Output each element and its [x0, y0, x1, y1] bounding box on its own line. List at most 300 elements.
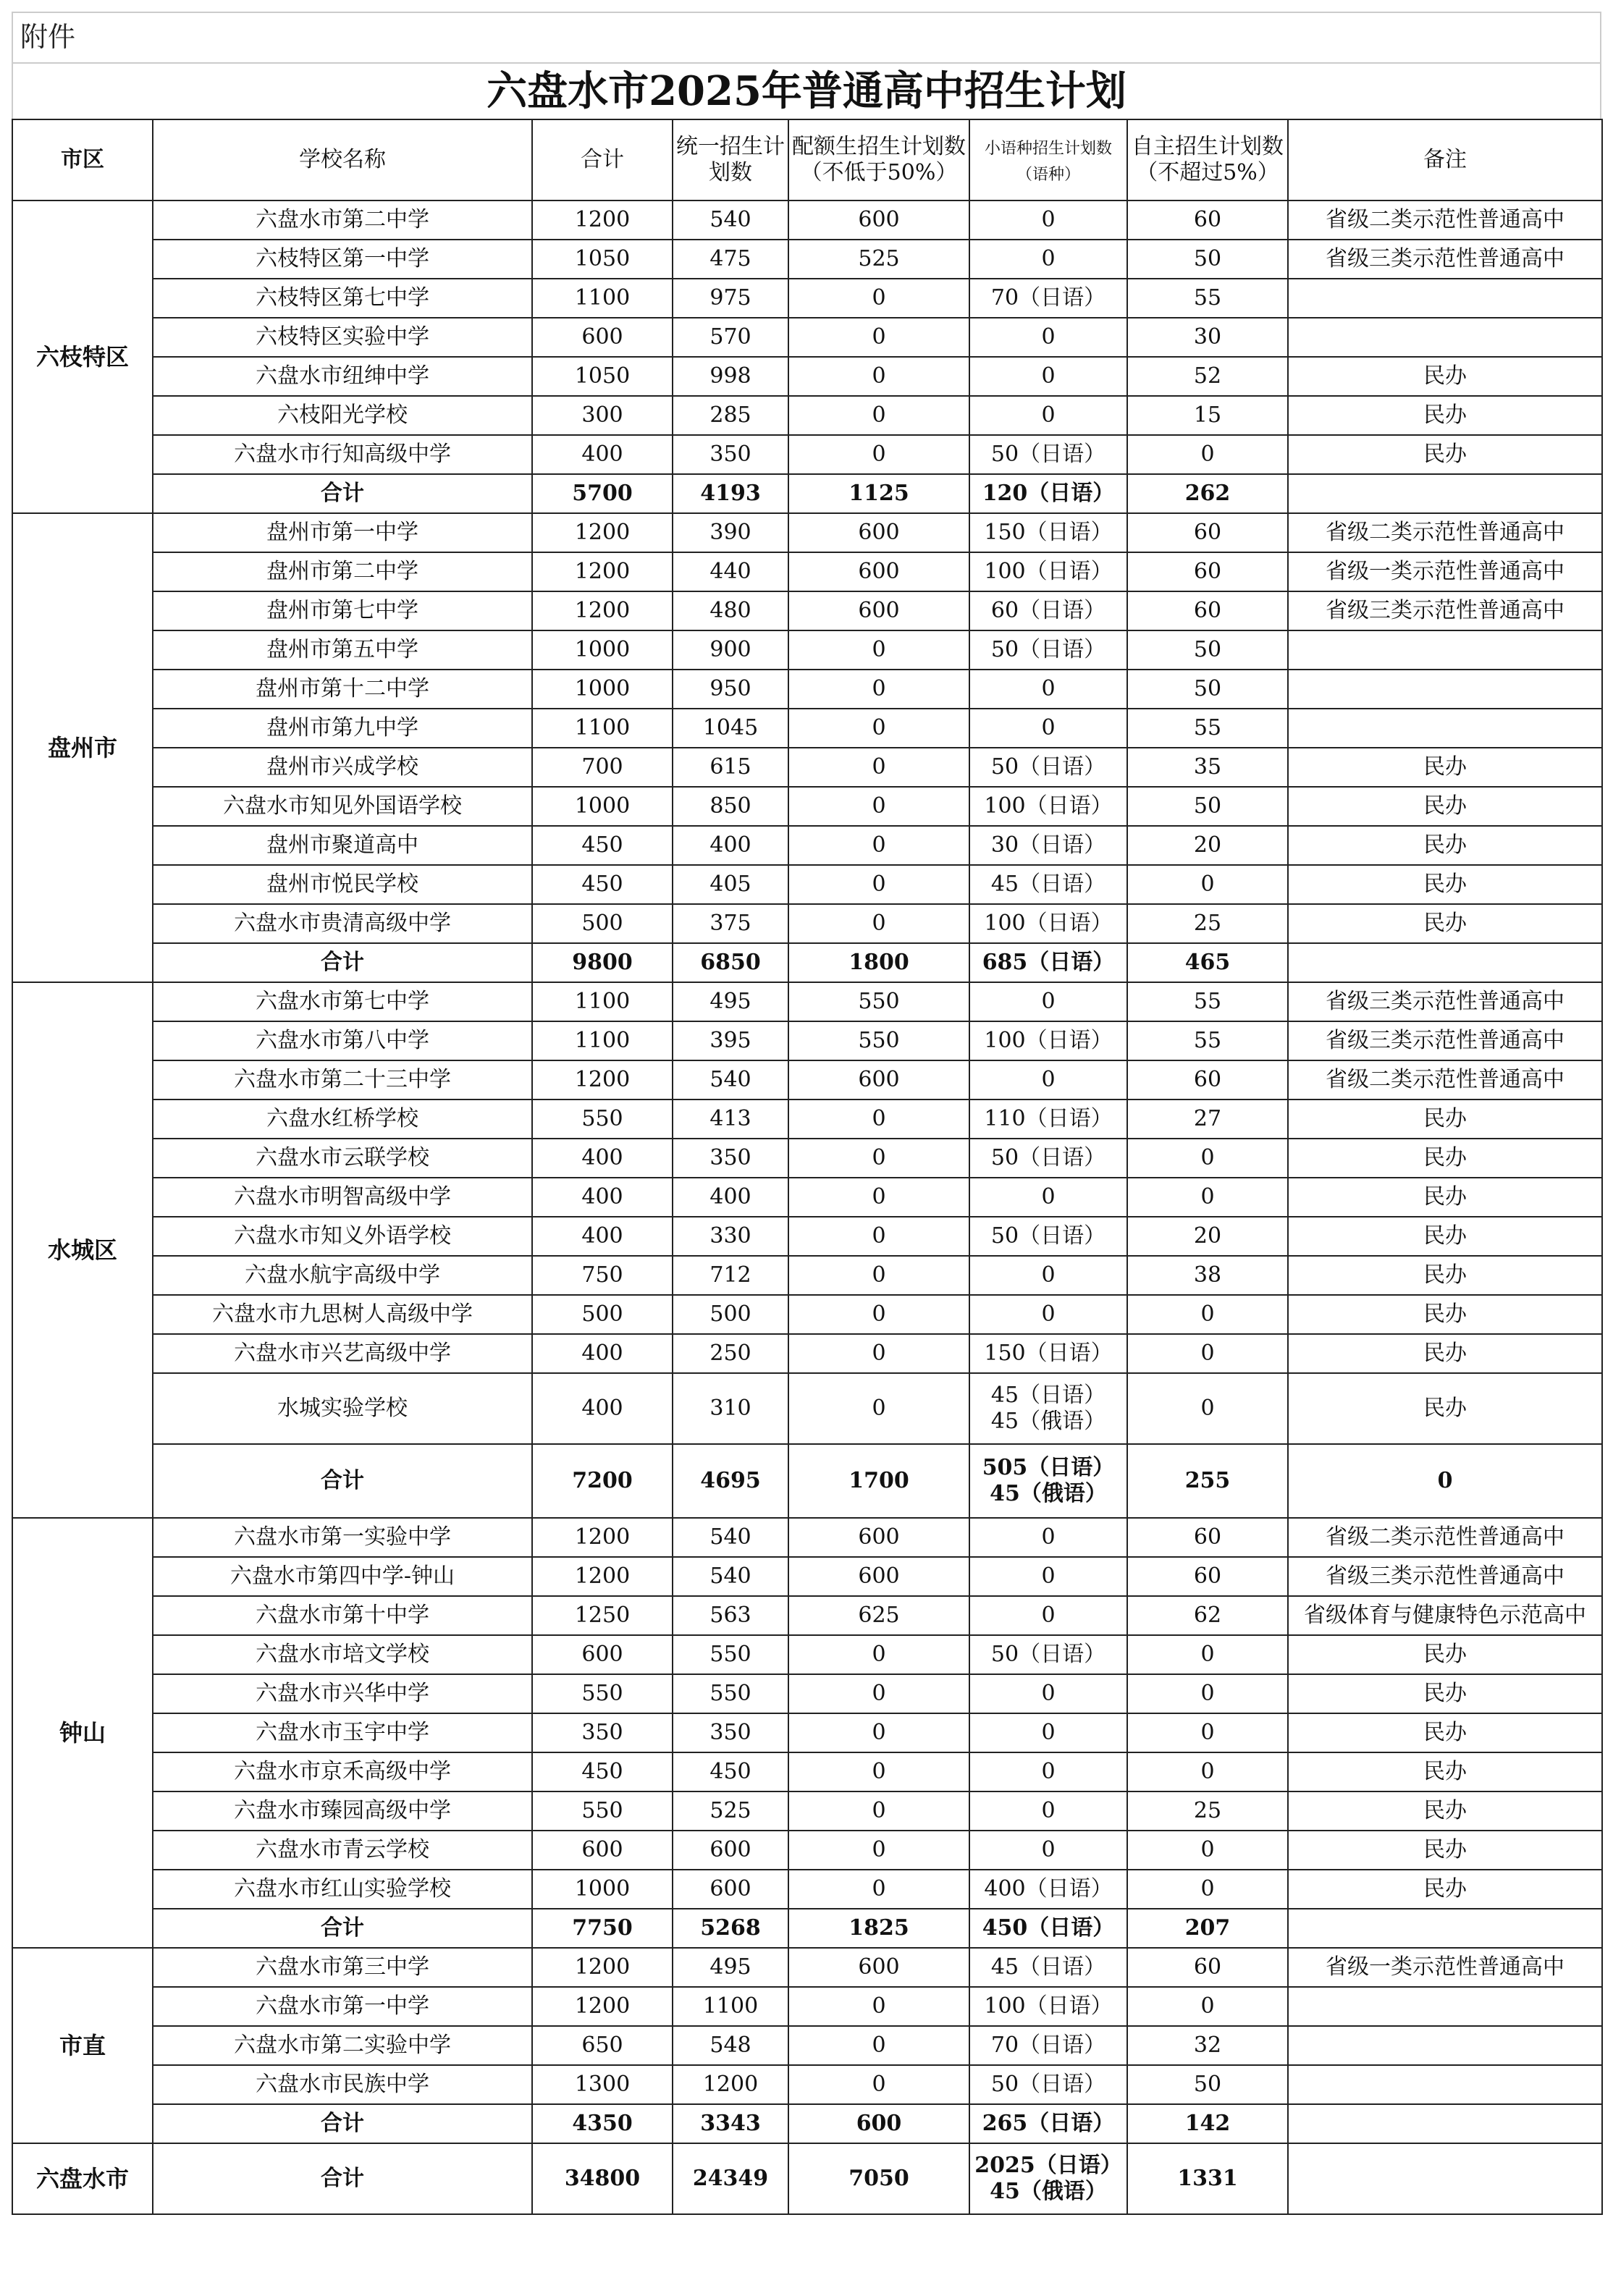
cell-remark: 民办: [1288, 1178, 1602, 1217]
cell-total: 1200: [532, 1518, 673, 1557]
table-row: [12, 1987, 1602, 2026]
cell-self: 60: [1127, 591, 1288, 630]
cell-self: 255: [1127, 1444, 1288, 1518]
cell-self: 0: [1127, 865, 1288, 904]
table-row: [12, 435, 1602, 474]
cell-remark: 民办: [1288, 1635, 1602, 1674]
cell-unified: 900: [673, 630, 788, 670]
minor-language-line: 45（日语）: [990, 1383, 1106, 1408]
region-cell: 盘州市: [12, 513, 153, 982]
cell-quota: 600: [788, 2104, 969, 2143]
cell-self: 32: [1127, 2026, 1288, 2065]
table-row: [12, 1100, 1602, 1139]
cell-minor-language: 265（日语）: [969, 2104, 1127, 2143]
cell-unified: 440: [673, 552, 788, 591]
cell-remark: [1288, 709, 1602, 748]
document-page: [12, 12, 1601, 2215]
cell-remark: 民办: [1288, 1139, 1602, 1178]
cell-school-name: 盘州市第二中学: [153, 552, 532, 591]
cell-unified: 600: [673, 1870, 788, 1909]
cell-remark: [1288, 1987, 1602, 2026]
grand-total-row: [12, 2143, 1602, 2214]
cell-total: 350: [532, 1713, 673, 1752]
cell-unified: 550: [673, 1674, 788, 1713]
cell-minor-language: 50（日语）: [969, 1217, 1127, 1256]
cell-remark: 民办: [1288, 1831, 1602, 1870]
cell-minor-language: 100（日语）: [969, 904, 1127, 943]
cell-school-name: 六盘水市第二十三中学: [153, 1060, 532, 1100]
cell-minor-language: [969, 2143, 1127, 2214]
cell-total: 550: [532, 1674, 673, 1713]
cell-unified: 495: [673, 1948, 788, 1987]
cell-self: 55: [1127, 1021, 1288, 1060]
cell-self: 27: [1127, 1100, 1288, 1139]
cell-minor-language: 150（日语）: [969, 513, 1127, 552]
cell-school-name: 盘州市第五中学: [153, 630, 532, 670]
cell-minor-language: 0: [969, 357, 1127, 396]
header-quota-line2: （不低于50%）: [800, 160, 958, 185]
header-unified-line1: 统一招生计: [676, 134, 785, 159]
table-row: [12, 318, 1602, 357]
cell-quota: 600: [788, 513, 969, 552]
cell-total: 1050: [532, 240, 673, 279]
cell-minor-language: 450（日语）: [969, 1909, 1127, 1948]
cell-unified: 1200: [673, 2065, 788, 2104]
cell-minor-language: 50（日语）: [969, 630, 1127, 670]
cell-self: 25: [1127, 1791, 1288, 1831]
cell-unified: 975: [673, 279, 788, 318]
cell-total: 1100: [532, 709, 673, 748]
cell-school-name: 盘州市聚道高中: [153, 826, 532, 865]
cell-total: 1000: [532, 670, 673, 709]
cell-self: 207: [1127, 1909, 1288, 1948]
cell-quota: 0: [788, 787, 969, 826]
table-row: [12, 513, 1602, 552]
table-row: [12, 1139, 1602, 1178]
cell-total: 400: [532, 1217, 673, 1256]
cell-minor-language: 110（日语）: [969, 1100, 1127, 1139]
cell-minor-language: 0: [969, 1596, 1127, 1635]
table-row: [12, 279, 1602, 318]
cell-self: 0: [1127, 1373, 1288, 1444]
cell-remark: 民办: [1288, 1713, 1602, 1752]
cell-school-name: 六盘水市九思树人高级中学: [153, 1295, 532, 1334]
cell-school-name: 六盘水市明智高级中学: [153, 1178, 532, 1217]
cell-total: 300: [532, 396, 673, 435]
cell-unified: 950: [673, 670, 788, 709]
cell-remark: [1288, 670, 1602, 709]
cell-school-name: 六盘水市第二实验中学: [153, 2026, 532, 2065]
subtotal-label: 合计: [153, 2104, 532, 2143]
cell-unified: 540: [673, 1060, 788, 1100]
cell-minor-language: 0: [969, 1178, 1127, 1217]
cell-total: 400: [532, 435, 673, 474]
cell-unified: 405: [673, 865, 788, 904]
cell-school-name: 六盘水市第一实验中学: [153, 1518, 532, 1557]
cell-quota: 0: [788, 904, 969, 943]
cell-self: 0: [1127, 1139, 1288, 1178]
region-cell: 钟山: [12, 1518, 153, 1948]
cell-total: 1050: [532, 357, 673, 396]
cell-school-name: 盘州市第十二中学: [153, 670, 532, 709]
cell-minor-language: 400（日语）: [969, 1870, 1127, 1909]
cell-unified: 310: [673, 1373, 788, 1444]
cell-remark: 民办: [1288, 1791, 1602, 1831]
cell-total: 650: [532, 2026, 673, 2065]
cell-school-name: 六盘水市第二中学: [153, 201, 532, 240]
cell-remark: 民办: [1288, 1217, 1602, 1256]
table-row: [12, 396, 1602, 435]
cell-self: 50: [1127, 240, 1288, 279]
cell-remark: 省级三类示范性普通高中: [1288, 591, 1602, 630]
cell-remark: [1288, 318, 1602, 357]
cell-quota: 600: [788, 1060, 969, 1100]
cell-school-name: 六盘水市行知高级中学: [153, 435, 532, 474]
grand-total-label: 合计: [153, 2143, 532, 2214]
cell-self: 50: [1127, 787, 1288, 826]
cell-remark: [1288, 2104, 1602, 2143]
cell-school-name: 盘州市兴成学校: [153, 748, 532, 787]
table-row: [12, 240, 1602, 279]
table-body: [12, 201, 1602, 2214]
page-title: 六盘水市2025年普通高中招生计划: [12, 62, 1601, 119]
cell-minor-language: 0: [969, 240, 1127, 279]
cell-minor-language: 0: [969, 1518, 1127, 1557]
cell-quota: 0: [788, 748, 969, 787]
cell-remark: 省级二类示范性普通高中: [1288, 513, 1602, 552]
cell-self: 0: [1127, 1674, 1288, 1713]
cell-unified: 495: [673, 982, 788, 1021]
cell-school-name: 六盘水市知见外国语学校: [153, 787, 532, 826]
cell-quota: 0: [788, 1791, 969, 1831]
cell-quota: 0: [788, 1256, 969, 1295]
cell-self: 35: [1127, 748, 1288, 787]
table-row: [12, 1295, 1602, 1334]
cell-quota: 550: [788, 1021, 969, 1060]
cell-school-name: 六枝特区实验中学: [153, 318, 532, 357]
cell-minor-language: 0: [969, 1557, 1127, 1596]
cell-total: 1000: [532, 630, 673, 670]
cell-self: 142: [1127, 2104, 1288, 2143]
cell-remark: 省级体育与健康特色示范高中: [1288, 1596, 1602, 1635]
cell-remark: [1288, 1909, 1602, 1948]
subtotal-label: 合计: [153, 474, 532, 513]
cell-unified: 550: [673, 1635, 788, 1674]
cell-self: 0: [1127, 1178, 1288, 1217]
cell-remark: 民办: [1288, 748, 1602, 787]
subtotal-row: [12, 2104, 1602, 2143]
cell-school-name: 六盘水市臻园高级中学: [153, 1791, 532, 1831]
cell-unified: 540: [673, 1518, 788, 1557]
cell-minor-language: 120（日语）: [969, 474, 1127, 513]
subtotal-label: 合计: [153, 1909, 532, 1948]
cell-school-name: 六盘水市京禾高级中学: [153, 1752, 532, 1791]
cell-remark: 省级三类示范性普通高中: [1288, 982, 1602, 1021]
cell-self: 0: [1127, 435, 1288, 474]
cell-unified: 285: [673, 396, 788, 435]
cell-minor-language: 50（日语）: [969, 1635, 1127, 1674]
cell-quota: 0: [788, 435, 969, 474]
cell-minor-language: 685（日语）: [969, 943, 1127, 982]
region-cell: 六枝特区: [12, 201, 153, 513]
cell-quota: 600: [788, 201, 969, 240]
cell-total: 500: [532, 1295, 673, 1334]
cell-unified: 712: [673, 1256, 788, 1295]
cell-school-name: 六盘水市纽绅中学: [153, 357, 532, 396]
table-row: [12, 709, 1602, 748]
cell-minor-language: 0: [969, 318, 1127, 357]
cell-quota: 600: [788, 591, 969, 630]
subtotal-row: [12, 474, 1602, 513]
cell-quota: 7050: [788, 2143, 969, 2214]
cell-quota: 600: [788, 1948, 969, 1987]
cell-minor-language: 50（日语）: [969, 435, 1127, 474]
cell-unified: 998: [673, 357, 788, 396]
table-row: [12, 1752, 1602, 1791]
cell-unified: 1100: [673, 1987, 788, 2026]
cell-quota: 0: [788, 318, 969, 357]
minor-language-line: 45（俄语）: [990, 1481, 1107, 1506]
cell-remark: 民办: [1288, 435, 1602, 474]
header-unified: [673, 119, 788, 201]
cell-self: 25: [1127, 904, 1288, 943]
cell-school-name: 六盘水市兴华中学: [153, 1674, 532, 1713]
cell-total: 5700: [532, 474, 673, 513]
cell-remark: 民办: [1288, 1100, 1602, 1139]
cell-school-name: 盘州市悦民学校: [153, 865, 532, 904]
cell-school-name: 六枝特区第一中学: [153, 240, 532, 279]
header-minor-line1: 小语种招生计划数: [984, 140, 1112, 158]
cell-remark: 民办: [1288, 826, 1602, 865]
cell-remark: 省级二类示范性普通高中: [1288, 1518, 1602, 1557]
header-self-enroll: [1127, 119, 1288, 201]
cell-quota: 0: [788, 1334, 969, 1373]
table-row: [12, 1060, 1602, 1100]
cell-self: 50: [1127, 670, 1288, 709]
cell-quota: 0: [788, 1635, 969, 1674]
cell-quota: 1125: [788, 474, 969, 513]
cell-quota: 0: [788, 1987, 969, 2026]
cell-total: 1200: [532, 201, 673, 240]
cell-total: 1200: [532, 552, 673, 591]
cell-self: 0: [1127, 1295, 1288, 1334]
cell-remark: 民办: [1288, 904, 1602, 943]
cell-total: 1250: [532, 1596, 673, 1635]
header-school: 学校名称: [153, 119, 532, 201]
cell-unified: 540: [673, 201, 788, 240]
cell-remark: [1288, 2065, 1602, 2104]
cell-unified: 480: [673, 591, 788, 630]
cell-total: 600: [532, 1831, 673, 1870]
cell-school-name: 六盘水航宇高级中学: [153, 1256, 532, 1295]
cell-self: 465: [1127, 943, 1288, 982]
cell-quota: 600: [788, 552, 969, 591]
cell-unified: 563: [673, 1596, 788, 1635]
cell-total: 1100: [532, 279, 673, 318]
cell-unified: 548: [673, 2026, 788, 2065]
cell-self: 0: [1127, 1987, 1288, 2026]
cell-quota: 600: [788, 1518, 969, 1557]
header-self-line2: （不超过5%）: [1136, 160, 1279, 185]
table-row: [12, 1021, 1602, 1060]
cell-remark: 民办: [1288, 1334, 1602, 1373]
cell-school-name: 六盘水红桥学校: [153, 1100, 532, 1139]
table-row: [12, 1674, 1602, 1713]
attachment-label: 附件: [12, 12, 1601, 62]
cell-quota: 525: [788, 240, 969, 279]
cell-minor-language: 0: [969, 670, 1127, 709]
header-quota-line1: 配额生招生计划数: [792, 134, 966, 159]
cell-unified: 395: [673, 1021, 788, 1060]
cell-unified: 375: [673, 904, 788, 943]
cell-quota: 0: [788, 1674, 969, 1713]
cell-minor-language: 0: [969, 1791, 1127, 1831]
cell-minor-language: 45（日语）: [969, 1948, 1127, 1987]
cell-quota: 0: [788, 630, 969, 670]
cell-minor-language: 0: [969, 1752, 1127, 1791]
cell-unified: 4695: [673, 1444, 788, 1518]
cell-self: 50: [1127, 630, 1288, 670]
cell-minor-language: [969, 1444, 1127, 1518]
header-remark: 备注: [1288, 119, 1602, 201]
cell-unified: 450: [673, 1752, 788, 1791]
cell-minor-language: 100（日语）: [969, 1021, 1127, 1060]
table-row: [12, 1713, 1602, 1752]
table-row: [12, 826, 1602, 865]
cell-unified: 850: [673, 787, 788, 826]
cell-minor-language: 0: [969, 709, 1127, 748]
cell-total: 1000: [532, 787, 673, 826]
cell-school-name: 六盘水市青云学校: [153, 1831, 532, 1870]
cell-remark: [1288, 943, 1602, 982]
cell-self: 52: [1127, 357, 1288, 396]
cell-quota: 600: [788, 1557, 969, 1596]
cell-school-name: 六盘水市第一中学: [153, 1987, 532, 2026]
cell-school-name: 六盘水市玉宇中学: [153, 1713, 532, 1752]
cell-minor-language: [969, 1373, 1127, 1444]
cell-remark: 民办: [1288, 1295, 1602, 1334]
cell-unified: 570: [673, 318, 788, 357]
cell-total: 700: [532, 748, 673, 787]
cell-total: 9800: [532, 943, 673, 982]
cell-minor-language: 100（日语）: [969, 1987, 1127, 2026]
table-row: [12, 1557, 1602, 1596]
cell-self: 1331: [1127, 2143, 1288, 2214]
cell-minor-language: 0: [969, 201, 1127, 240]
cell-minor-language: 100（日语）: [969, 552, 1127, 591]
cell-total: 500: [532, 904, 673, 943]
cell-unified: 400: [673, 826, 788, 865]
cell-remark: 省级二类示范性普通高中: [1288, 201, 1602, 240]
cell-school-name: 六盘水市培文学校: [153, 1635, 532, 1674]
cell-quota: 0: [788, 1752, 969, 1791]
cell-self: 55: [1127, 279, 1288, 318]
cell-quota: 0: [788, 1100, 969, 1139]
cell-remark: 民办: [1288, 396, 1602, 435]
cell-self: 262: [1127, 474, 1288, 513]
cell-quota: 0: [788, 2026, 969, 2065]
cell-school-name: 六枝阳光学校: [153, 396, 532, 435]
cell-unified: 413: [673, 1100, 788, 1139]
cell-quota: 0: [788, 1831, 969, 1870]
cell-school-name: 六盘水市云联学校: [153, 1139, 532, 1178]
table-row: [12, 2026, 1602, 2065]
cell-unified: 350: [673, 435, 788, 474]
cell-unified: 24349: [673, 2143, 788, 2214]
cell-school-name: 六盘水市知义外语学校: [153, 1217, 532, 1256]
cell-quota: 0: [788, 2065, 969, 2104]
cell-remark: [1288, 2143, 1602, 2214]
cell-self: 30: [1127, 318, 1288, 357]
cell-minor-language: 150（日语）: [969, 1334, 1127, 1373]
cell-quota: 0: [788, 1295, 969, 1334]
cell-unified: 350: [673, 1139, 788, 1178]
cell-minor-language: 0: [969, 1295, 1127, 1334]
cell-remark: 民办: [1288, 1752, 1602, 1791]
cell-self: 0: [1127, 1870, 1288, 1909]
cell-remark: 省级二类示范性普通高中: [1288, 1060, 1602, 1100]
minor-language-line: 2025（日语）: [974, 2153, 1122, 2178]
cell-remark: [1288, 2026, 1602, 2065]
subtotal-row: [12, 1909, 1602, 1948]
cell-remark: 省级一类示范性普通高中: [1288, 1948, 1602, 1987]
cell-quota: 0: [788, 709, 969, 748]
header-unified-line2: 划数: [709, 160, 752, 185]
cell-school-name: 六盘水市红山实验学校: [153, 1870, 532, 1909]
cell-self: 60: [1127, 1557, 1288, 1596]
cell-total: 1200: [532, 513, 673, 552]
cell-unified: 5268: [673, 1909, 788, 1948]
cell-self: 55: [1127, 982, 1288, 1021]
region-cell: 水城区: [12, 982, 153, 1518]
cell-total: 400: [532, 1334, 673, 1373]
cell-school-name: 六盘水市民族中学: [153, 2065, 532, 2104]
table-row: [12, 1518, 1602, 1557]
cell-quota: 1700: [788, 1444, 969, 1518]
cell-self: 15: [1127, 396, 1288, 435]
table-row: [12, 1870, 1602, 1909]
cell-self: 60: [1127, 201, 1288, 240]
cell-total: 1200: [532, 1948, 673, 1987]
table-row: [12, 1334, 1602, 1373]
cell-total: 34800: [532, 2143, 673, 2214]
cell-total: 1100: [532, 1021, 673, 1060]
cell-quota: 1800: [788, 943, 969, 982]
header-minor-language: [969, 119, 1127, 201]
cell-remark: 省级一类示范性普通高中: [1288, 552, 1602, 591]
cell-remark: [1288, 279, 1602, 318]
cell-total: 1200: [532, 1987, 673, 2026]
cell-total: 550: [532, 1791, 673, 1831]
table-row: [12, 201, 1602, 240]
header-region: 市区: [12, 119, 153, 201]
header-total: 合计: [532, 119, 673, 201]
minor-language-line: 45（俄语）: [990, 1409, 1106, 1434]
table-row: [12, 1373, 1602, 1444]
cell-self: 50: [1127, 2065, 1288, 2104]
cell-remark: 民办: [1288, 1870, 1602, 1909]
cell-total: 450: [532, 826, 673, 865]
cell-unified: 250: [673, 1334, 788, 1373]
region-cell: 六盘水市: [12, 2143, 153, 2214]
subtotal-row: [12, 943, 1602, 982]
cell-quota: 0: [788, 1178, 969, 1217]
cell-school-name: 盘州市第九中学: [153, 709, 532, 748]
cell-school-name: 六枝特区第七中学: [153, 279, 532, 318]
table-row: [12, 357, 1602, 396]
table-row: [12, 982, 1602, 1021]
cell-self: 20: [1127, 826, 1288, 865]
